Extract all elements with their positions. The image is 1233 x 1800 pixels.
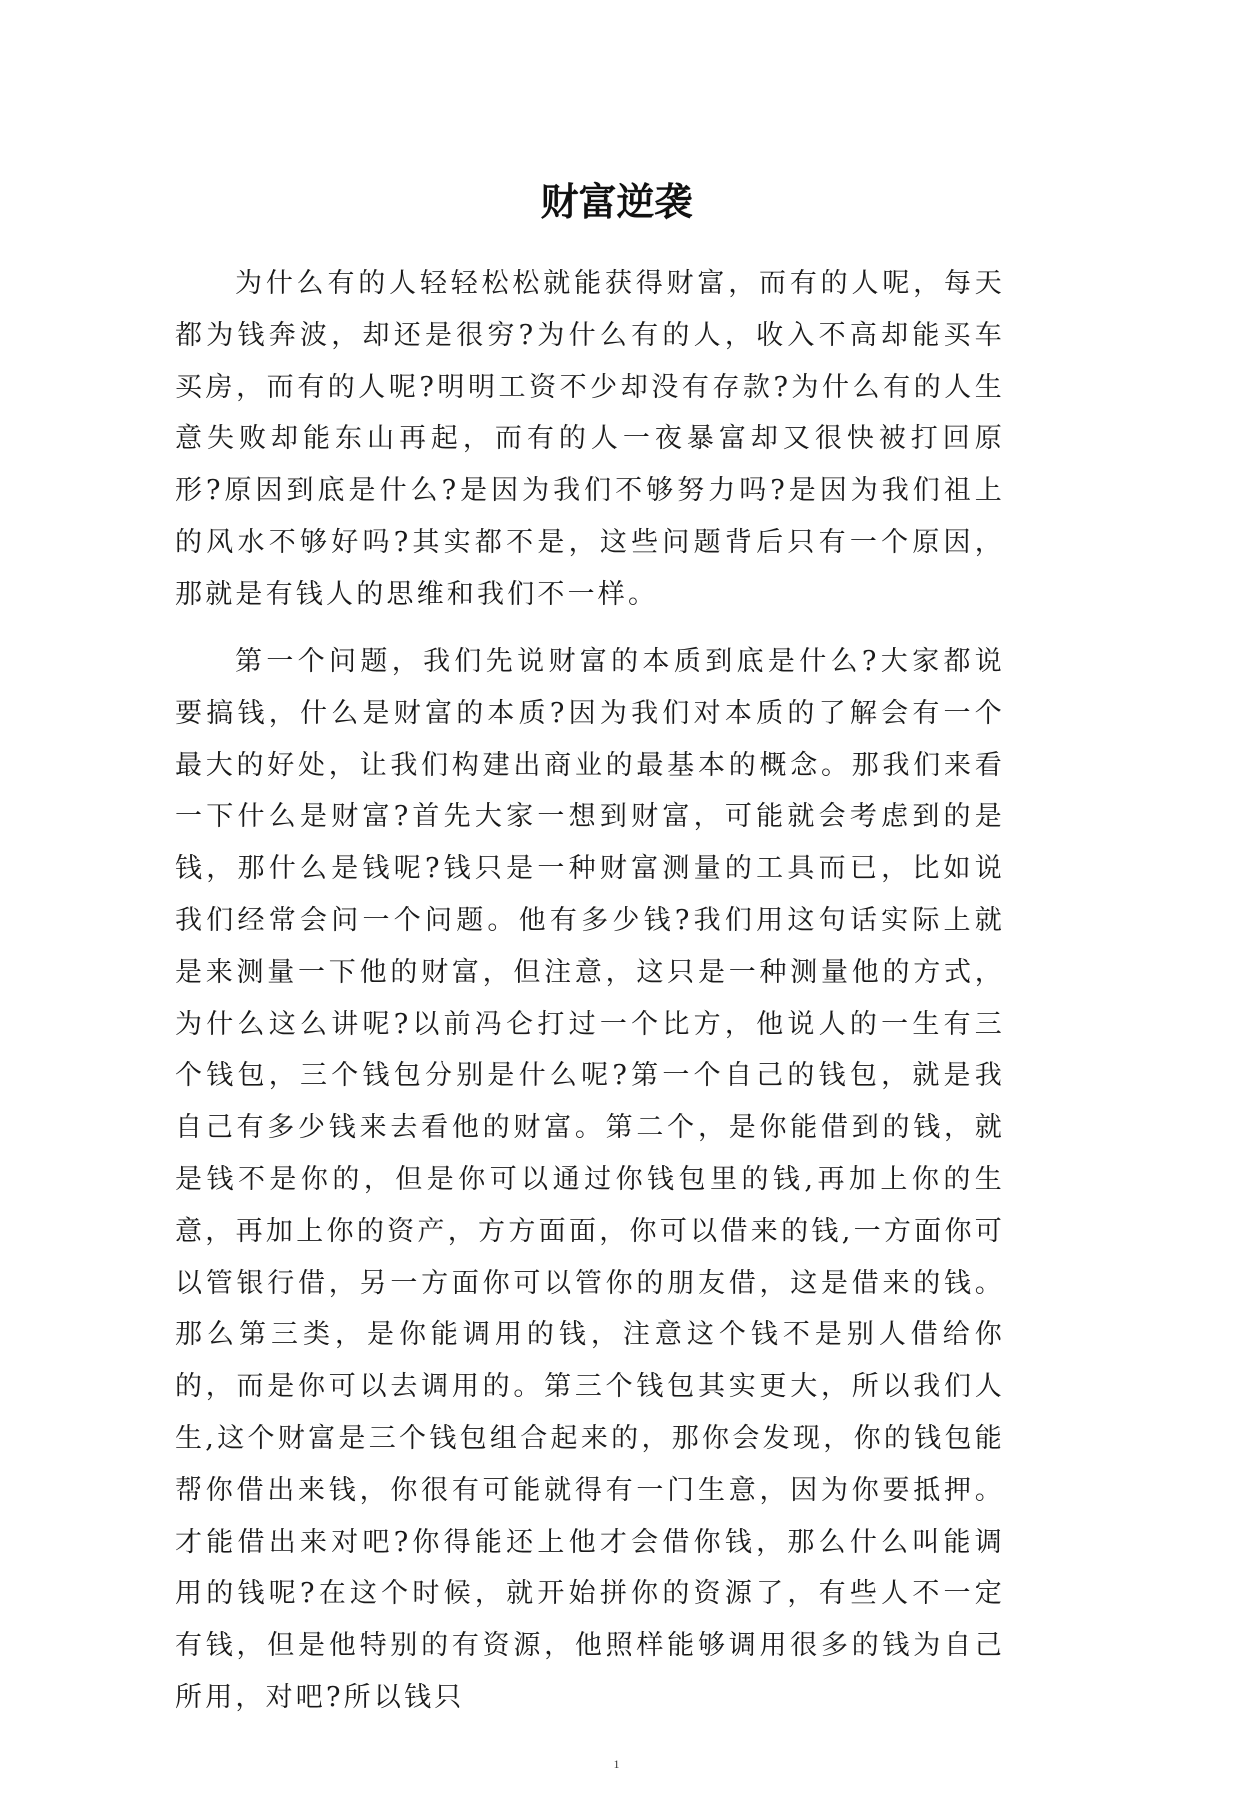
paragraph-wealth-essence: 第一个问题，我们先说财富的本质到底是什么?大家都说要搞钱，什么是财富的本质?因为我们对本质的了解会有一个最大的好处，让我们构建出商业的最基本的概念。那我们来看一下什么是财富?首先大家一想到财富，可能就会考虑到的是钱，那什么是钱呢?钱只是一种财富测量的工具而已，比如说我们经常会问一个问题。他有多少钱?我们用这句话实际上就是来测量一下他的财富，但注意，这只是一种测量他的方式，为什么这么讲呢?以前冯仑打过一个比方，他说人的一生有三个钱包，三个钱包分别是什么呢?第一个自己的钱包，就是我自己有多少钱来去看他的财富。第二个，是你能借到的钱，就是钱不是你的，但是你可以通过你钱包里的钱,再加上你的生意，再加上你的资产，方方面面，你可以借来的钱,一方面你可以管银行借，另一方面你可以管你的朋友借，这是借来的钱。那么第三类，是你能调用的钱，注意这个钱不是别人借给你的，而是你可以去调用的。第三个钱包其实更大，所以我们人生,这个财富是三个钱包组合起来的，那你会发现，你的钱包能帮你借出来钱，你很有可能就得有一门生意，因为你要抵押。才能借出来对吧?你得能还上他才会借你钱，那么什么叫能调用的钱呢?在这个时候，就开始拼你的资源了，有些人不一定有钱，但是他特别的有资源，他照样能够调用很多的钱为自己所用，对吧?所以钱只 xyxy=(175,646,1005,1713)
page-number: 1 xyxy=(613,1757,620,1771)
document-title: 财富逆袭 xyxy=(540,180,693,224)
paragraph-intro: 为什么有的人轻轻松松就能获得财富，而有的人呢，每天都为钱奔波，却还是很穷?为什么有的人，收入不高却能买车买房，而有的人呢?明明工资不少却没有存款?为什么有的人生意失败却能东山再起，而有的人一夜暴富却又很快被打回原形?原因到底是什么?是因为我们不够努力吗?是因为我们祖上的风水不够好吗?其实都不是，这些问题背后只有一个原因，那就是有钱人的思维和我们不一样。 xyxy=(175,268,1005,610)
